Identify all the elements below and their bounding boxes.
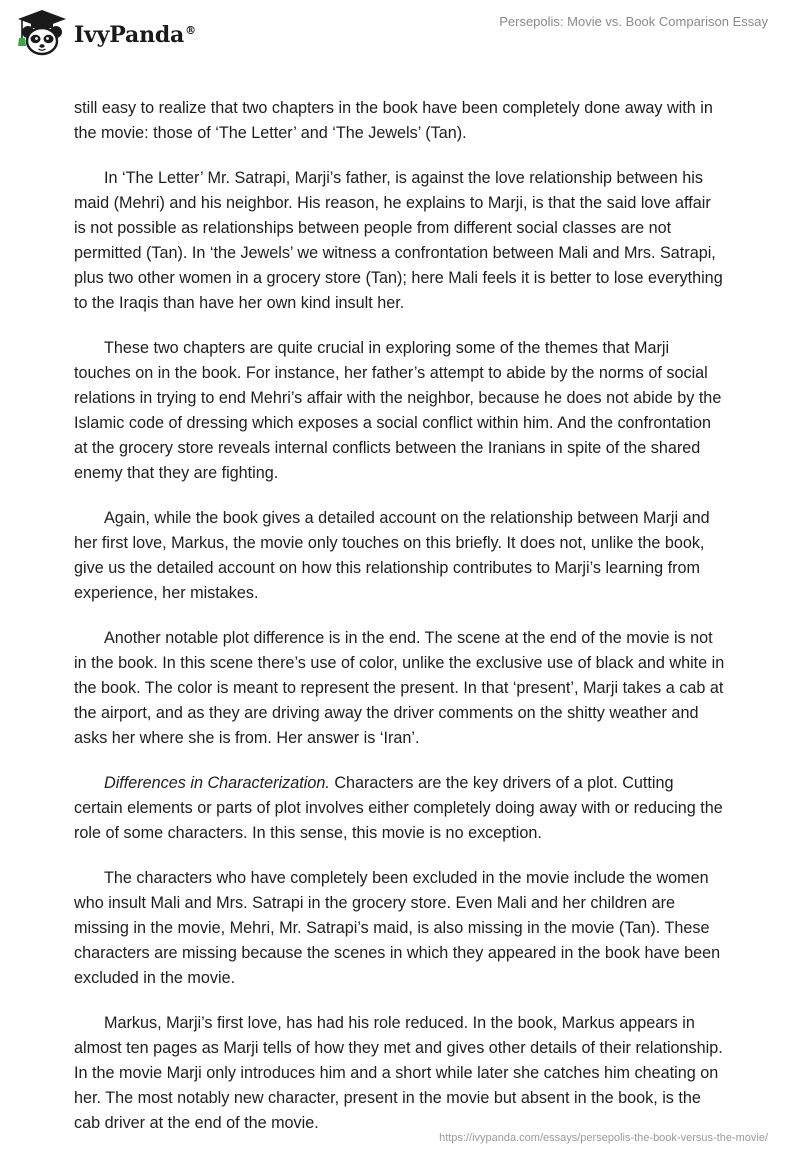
source-url[interactable]: https://ivypanda.com/essays/persepolis-the-book-versus-the-movie/ <box>439 1132 768 1144</box>
paragraph: In ‘The Letter’ Mr. Satrapi, Marji’s father, is against the love relationship between his maid (Mehri) and his neighbor. His reason, he explains to Marji, is that the said love affair is not possible as relationships between people from different social classes are not permitted (Tan). In ‘the Jewels’ we witness a confrontation between Mali and Mrs. Satrapi, plus two other women in a grocery store (Tan); here Mali feels it is better to lose everything to the Iraqis than have her own kind insult her. <box>74 169 723 312</box>
ivypanda-logo[interactable] <box>14 8 196 58</box>
paragraph: These two chapters are quite crucial in exploring some of the themes that Marji touches on in the book. For instance, her father’s attempt to abide by the norms of social relations in trying to end Mehri’s affair with the neighbor, because he does not abide by the Islamic code of dressing which exposes a social conflict within him. And the confrontation at the grocery store reveals internal conflicts between the Iranians in spite of the shared enemy that they are fighting. <box>74 339 722 482</box>
paragraph <box>74 771 726 846</box>
paragraph-text: Characters are the key drivers of a plot. Cutting certain elements or parts of plot involves either completely doing away with or reducing the role of some characters. In this sense, this movie is no exception. <box>74 774 723 842</box>
page-header <box>0 0 800 70</box>
essay-body <box>74 96 726 1156</box>
panda-graduate-icon <box>14 8 70 58</box>
paragraph: The characters who have completely been excluded in the movie include the women who insult Mali and Mrs. Satrapi in the grocery store. Even Mali and her children are missing in the movie, Mehri, Mr. Satrapi’s maid, is also missing in the movie (Tan). These characters are missing because the scenes in which they appeared in the book have been excluded in the movie. <box>74 869 721 987</box>
paragraph: Again, while the book gives a detailed account on the relationship between Marji and her first love, Markus, the movie only touches on this briefly. It does not, unlike the book, give us the detailed account on how this relationship contributes to Marji’s learning from experience, her mistakes. <box>74 509 710 602</box>
paragraph: still easy to realize that two chapters in the book have been completely done away with in the movie: those of ‘The Letter’ and ‘The Jewels’ (Tan). <box>74 99 713 142</box>
logo-text: IvyPanda® <box>74 22 196 48</box>
document-title: Persepolis: Movie vs. Book Comparison Essay <box>499 14 768 29</box>
paragraph: Another notable plot difference is in the end. The scene at the end of the movie is not in the book. In this scene there’s use of color, unlike the exclusive use of black and white in the book. The color is meant to represent the present. In that ‘present’, Marji takes a cab at the airport, and as they are driving away the driver comments on the shitty weather and asks her where she is from. Her answer is ‘Iran’. <box>74 629 725 747</box>
paragraph: Markus, Marji’s first love, has had his role reduced. In the book, Markus appears in almost ten pages as Marji tells of how they met and gives other details of their relationship. In the movie Marji only introduces him and a short while later she catches him cheating on her. The most notably new character, present in the movie but absent in the book, is the cab driver at the end of the movie. <box>74 1014 723 1132</box>
section-heading: Differences in Characterization. <box>104 774 330 792</box>
